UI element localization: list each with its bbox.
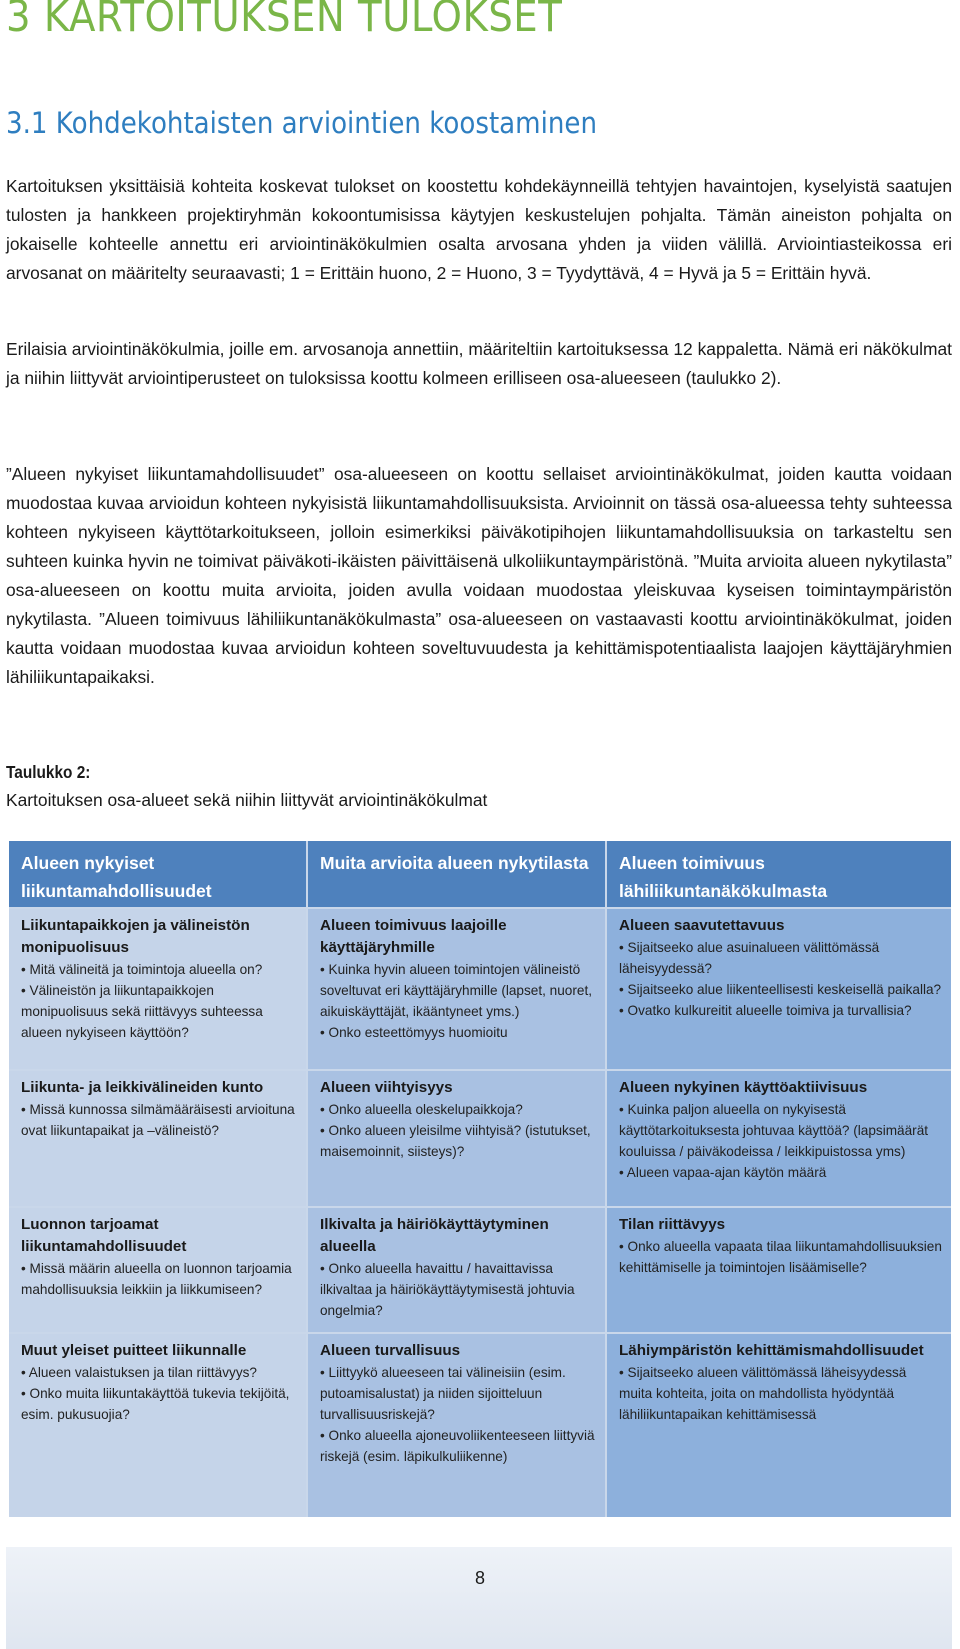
cell-item: • Välineistön ja liikuntapaikkojen monipuolisuus sekä riittävyys suhteessa alueen nykyiseen käyttöön?: [21, 983, 263, 1040]
section-heading: 3.1 Kohdekohtaisten arviointien koostaminen: [6, 106, 597, 140]
cell-title: Tilan riittävyys: [619, 1216, 726, 1233]
cell-title: Liikunta- ja leikkivälineiden kunto: [21, 1079, 264, 1096]
cell-item: • Sijaitseeko alueen välittömässä läheisyydessä muita kohteita, joita on mahdollista hyödyntää lähiliikuntapaikan kehittämisessä: [619, 1365, 907, 1422]
cell-item: • Onko esteettömyys huomioitu: [320, 1025, 508, 1040]
paragraph-intro: Kartoituksen yksittäisiä kohteita koskevat tulokset on koostettu kohdekäynneillä tehtyjen havaintojen, kyselyistä saatujen tulosten ja hankkeen projektiryhmän kokoontumisissa käytyjen keskustelujen pohjalta. Tämän aineiston pohjalta on jokaiselle kohteelle annettu eri arviointinäkökulmien osalta arvosana yhden ja viiden välillä. Arviointiasteikossa eri arvosanat on määritelty seuraavasti; 1 = Erittäin huono, 2 = Huono, 3 = Tyydyttävä, 4 = Hyvä ja 5 = Erittäin hyvä.: [6, 176, 952, 283]
table-cell: [9, 1334, 306, 1517]
cell-item: • Mitä välineitä ja toimintoja alueella on?: [21, 962, 263, 977]
cell-title: Liikuntapaikkojen ja välineistön monipuolisuus: [21, 917, 250, 956]
table-cell: [607, 1208, 951, 1332]
table-cell: [607, 909, 951, 1069]
table-cell: [9, 1071, 306, 1206]
cell-title: Muut yleiset puitteet liikunnalle: [21, 1342, 247, 1359]
cell-item: • Missä määrin alueella on luonnon tarjoamia mahdollisuuksia leikkiin ja liikkumiseen?: [21, 1261, 292, 1297]
paragraph-subareas: ”Alueen nykyiset liikuntamahdollisuudet” osa-alueeseen on koottu sellaiset arviointinäkökulmat, joiden kautta voidaan muodostaa kuvaa arvioidun kohteen nykyisistä liikuntamahdollisuuksista. Arvioinnit on tässä osa-alueessa tehty suhteessa kohteen nykyiseen käyttötarkoitukseen, jolloin esimerkiksi päiväkotipihojen liikuntamahdollisuuksia on tarkasteltu sen suhteen kuinka hyvin ne toimivat päiväkoti-ikäisten päivittäisenä ulkoliikuntaympäristönä. ”Muita arvioita alueen nykytilasta” osa-alueeseen on koottu muita arvioita, joiden avulla voidaan muodostaa yleiskuvaa kyseisen toimintaympäristön nykytilasta. ”Alueen toimivuus lähiliikuntanäkökulmasta” osa-alueeseen on vastaavasti koottu arviointinäkökulmat, joiden kautta voidaan muodostaa kuvaa arvioidun kohteen soveltuvuudesta ja kehittämispotentiaalista laajojen käyttäjäryhmien lähiliikuntapaikaksi.: [6, 464, 952, 687]
table-caption-label: Taulukko 2:: [6, 762, 91, 782]
chapter-heading: 3 KARTOITUKSEN TULOKSET: [6, 0, 563, 42]
cell-item: • Sijaitseeko alue liikenteellisesti keskeisellä paikalla?: [619, 982, 942, 997]
subarea-table: [9, 841, 951, 1517]
cell-item: • Missä kunnossa silmämääräisesti arvioituna ovat liikuntapaikat ja –välineistö?: [21, 1102, 295, 1138]
page-footer: [6, 1547, 952, 1649]
cell-item: • Onko alueen yleisilme viihtyisä? (istutukset, maisemoinnit, siisteys)?: [320, 1123, 591, 1159]
cell-item: • Alueen valaistuksen ja tilan riittävyys?: [21, 1365, 257, 1380]
cell-title: Alueen nykyinen käyttöaktiivisuus: [619, 1079, 868, 1096]
cell-title: Alueen viihtyisyys: [320, 1079, 453, 1096]
table-caption-text: Kartoituksen osa-alueet sekä niihin liittyvät arviointinäkökulmat: [6, 790, 488, 810]
table-header-other-assessments: Muita arvioita alueen nykytilasta: [308, 841, 605, 907]
table-cell: [308, 1334, 605, 1517]
cell-item: • Kuinka hyvin alueen toimintojen välineistö soveltuvat eri käyttäjäryhmille (lapset, nuoret, aikuiskäyttäjät, ikääntyneet yms.): [320, 962, 592, 1019]
cell-item: • Onko alueella ajoneuvoliikenteeseen liittyviä riskejä (esim. läpikulkuliikenne): [320, 1428, 595, 1464]
cell-title: Lähiympäristön kehittämismahdollisuudet: [619, 1342, 924, 1359]
cell-item: • Alueen vapaa-ajan käytön määrä: [619, 1165, 827, 1180]
paragraph-viewpoints: Erilaisia arviointinäkökulmia, joille em. arvosanoja annettiin, määriteltiin kartoituksessa 12 kappaletta. Nämä eri näkökulmat ja niihin liittyvät arviointiperusteet on tuloksissa koottu kolmeen erilliseen osa-alueeseen (taulukko 2).: [6, 339, 952, 388]
cell-item: • Kuinka paljon alueella on nykyisestä käyttötarkoituksesta johtuvaa käyttöä? (lapsimäärät kouluissa / päiväkodeissa / leikkipuistossa yms): [619, 1102, 929, 1159]
cell-item: • Sijaitseeko alue asuinalueen välittömässä läheisyydessä?: [619, 940, 880, 976]
table-cell: [308, 909, 605, 1069]
cell-title: Alueen toimivuus laajoille käyttäjäryhmille: [320, 917, 507, 956]
cell-item: • Onko alueella vapaata tilaa liikuntamahdollisuuksien kehittämiselle ja toimintojen lisäämiselle?: [619, 1239, 942, 1275]
cell-item: • Liittyykö alueeseen tai välineisiin (esim. putoamisalustat) ja niiden sijoitteluun turvallisuusriskejä?: [320, 1365, 566, 1422]
table-header-local-functionality: Alueen toimivuus lähiliikuntanäkökulmasta: [607, 841, 951, 907]
cell-item: • Onko alueella oleskelupaikkoja?: [320, 1102, 523, 1117]
cell-title: Ilkivalta ja häiriökäyttäytyminen alueella: [320, 1216, 549, 1255]
table-cell: [308, 1208, 605, 1332]
cell-item: • Ovatko kulkureitit alueelle toimiva ja turvallisia?: [619, 1003, 912, 1018]
cell-title: Alueen saavutettavuus: [619, 917, 785, 934]
cell-title: Luonnon tarjoamat liikuntamahdollisuudet: [21, 1216, 187, 1255]
table-header-current-opportunities: Alueen nykyiset liikuntamahdollisuudet: [9, 841, 306, 907]
table-cell: [9, 909, 306, 1069]
cell-item: • Onko alueella havaittu / havaittavissa ilkivaltaa ja häiriökäyttäytymisestä johtuvia ongelmia?: [320, 1261, 575, 1318]
table-cell: [308, 1071, 605, 1206]
cell-title: Alueen turvallisuus: [320, 1342, 461, 1359]
table-cell: [607, 1071, 951, 1206]
table-cell: [607, 1334, 951, 1517]
cell-item: • Onko muita liikuntakäyttöä tukevia tekijöitä, esim. pukusuojia?: [21, 1386, 290, 1422]
table-cell: [9, 1208, 306, 1332]
page-number: 8: [474, 1568, 485, 1588]
